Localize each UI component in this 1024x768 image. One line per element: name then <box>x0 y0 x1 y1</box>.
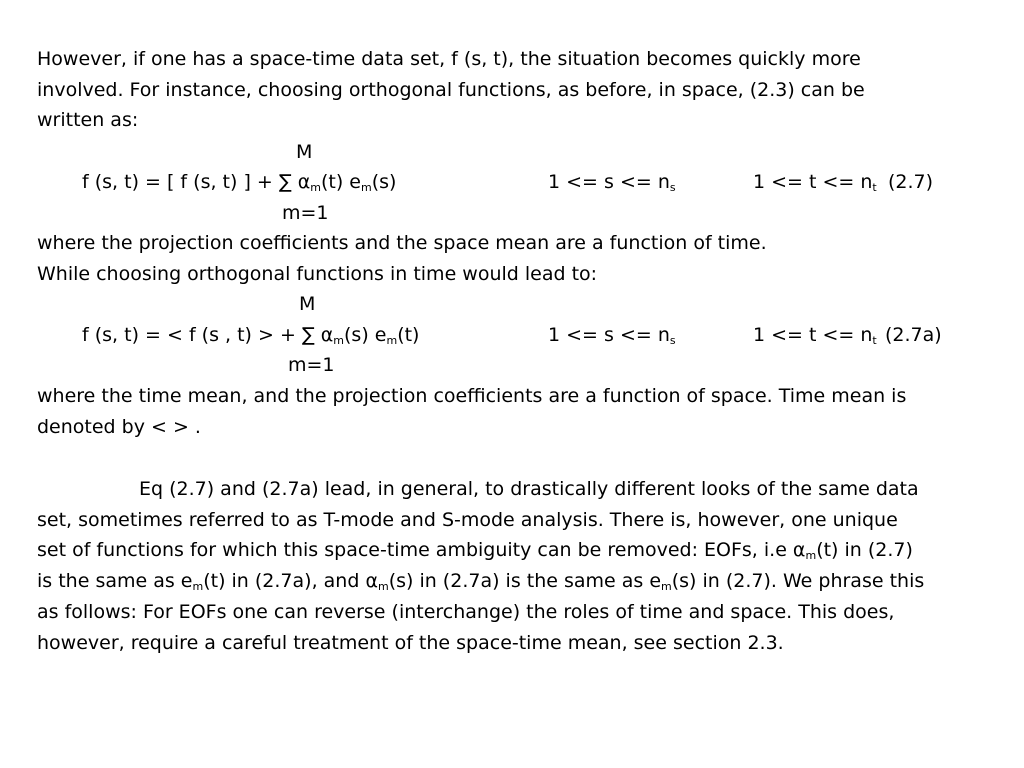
paragraph-4-line-5: as follows: For EOFs one can reverse (interchange) the roles of time and space. This does, <box>37 601 895 623</box>
paragraph-1-line-1: However, if one has a space-time data set, f (s, t), the situation becomes quickly more <box>37 48 861 70</box>
paragraph-3-line-2: denoted by < > . <box>37 416 201 438</box>
eq2-sum-upper-limit: M <box>299 293 316 315</box>
paragraph-1-line-2: involved. For instance, choosing orthogonal functions, as before, in space, (2.3) can be <box>37 79 865 101</box>
paragraph-3-line-1: where the time mean, and the projection coefficients are a function of space. Time mean is <box>37 385 907 407</box>
paragraph-4-line-3: set of functions for which this space-time ambiguity can be removed: EOFs, i.e $\alpha_m(t)$ in (2.7) <box>37 539 913 562</box>
eq2-s-range: $1 <= s <= n_s$ <box>548 324 676 347</box>
eq1-expression: f (s, t) = [ f (s, t) ] + ∑ $\alpha_m(t)$ $e_m(s)$ <box>82 171 397 194</box>
paragraph-2-line-2: While choosing orthogonal functions in time would lead to: <box>37 263 598 285</box>
eq2-t-range: $1 <= t <= n_t$ <box>753 324 877 347</box>
paragraph-4-line-4: is the same as $e_m(t)$ in (2.7a), and $\alpha_m(s)$ in (2.7a) is the same as $e_m(s)$ in (2.7). We phrase this <box>37 570 925 593</box>
eq1-s-range: $1 <= s <= n_s$ <box>548 171 676 194</box>
eq2-sum-lower-limit: m=1 <box>288 354 335 376</box>
paragraph-4-line-6: however, require a careful treatment of the space-time mean, see section 2.3. <box>37 632 784 654</box>
eq2-expression: f (s, t) = < f (s , t) > + ∑ $\alpha_m(s)$ $e_m(t)$ <box>82 324 420 347</box>
paragraph-4-line-2: set, sometimes referred to as T-mode and S-mode analysis. There is, however, one unique <box>37 509 898 531</box>
paragraph-4-line-1: Eq (2.7) and (2.7a) lead, in general, to drastically different looks of the same data <box>139 478 919 500</box>
paragraph-1-line-3: written as: <box>37 109 139 131</box>
paragraph-2-line-1: where the projection coefficients and the space mean are a function of time. <box>37 232 767 254</box>
eq1-t-range: $1 <= t <= n_t$ <box>753 171 877 194</box>
eq1-label: (2.7) <box>888 171 934 193</box>
eq2-label: (2.7a) <box>885 324 942 346</box>
eq1-sum-upper-limit: M <box>296 141 313 163</box>
eq1-sum-lower-limit: m=1 <box>282 202 329 224</box>
